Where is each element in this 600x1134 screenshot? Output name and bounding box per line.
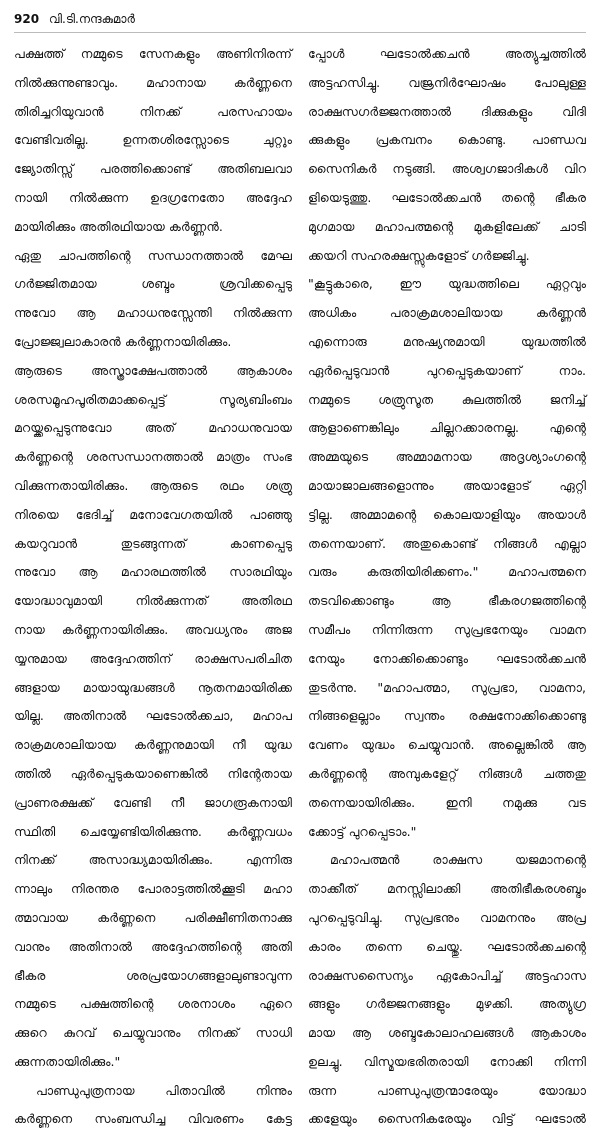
left-column xyxy=(14,40,292,1127)
text-line: വരും കരുതിയിരിക്കണം." മഹാപത്മനെ xyxy=(308,564,586,580)
text-line: ഏർപ്പെടുവാൻ പുറപ്പെടുകയാണ് നാം. xyxy=(308,362,586,378)
text-line: നമ്മുടെ ശത്രുസൂത കുലത്തിൽ ജനിച്ച് xyxy=(308,391,586,407)
text-line: തുടർന്നു. "മഹാപത്മാ, സുപ്രഭാ, വാമനാ, xyxy=(308,679,586,695)
text-line: നിനക്ക് അസാദ്ധ്യമായിരിക്കും. എന്നിരു xyxy=(14,852,292,868)
text-line: രാക്രമശാലിയായ കർണ്ണനുമായി നീ യുദ്ധ xyxy=(14,737,292,753)
text-line: ഏതു ചാപത്തിന്റെ സന്ധാനത്താൽ മേഘ xyxy=(14,247,292,263)
text-line: അധികം പരാക്രമശാലിയായ കർണ്ണൻ xyxy=(308,305,586,321)
text-line: മഹാപത്മൻ രാക്ഷസ യജമാനന്റെ xyxy=(330,852,586,868)
text-line: ട്ടില്ല. അമ്മാമന്റെ കൊലയാളിയും അയാൾ xyxy=(308,506,586,522)
text-line: നായ കർണ്ണനായിരിക്കും. അവധ്യനും അജ xyxy=(14,621,292,637)
text-line: നിൽക്കുന്നുണ്ടാവും. മഹാനായ കർണ്ണനെ xyxy=(14,74,292,90)
text-line: ന്നുവോ ആ മഹാരഥത്തിൽ സാരഥിയും xyxy=(14,564,292,580)
text-line: യില്ല. അതിനാൽ ഘടോൽക്കചാ, മഹാപ xyxy=(14,708,292,724)
text-line: മുഗമായ മഹാപത്മന്റെ മുകളിലേക്ക് ചാടി xyxy=(308,218,586,234)
text-line: ന്നുവോ ആ മഹാധനുസ്സേന്തി നിൽക്കുന്ന xyxy=(14,305,292,321)
text-line: ക്കയറി സഹരക്ഷസ്സുകളോട് ഗർജ്ജിച്ചു. xyxy=(308,247,530,263)
header-divider xyxy=(14,32,586,33)
text-line: പ്രാണരക്ഷക്ക് വേണ്ടി നീ ജാഗരൂകനായി xyxy=(14,794,292,810)
text-line: സമീപം നിന്നിരുന്ന സുപ്രഭനേയും വാമന xyxy=(308,621,586,637)
text-line: തടവിക്കൊണ്ടും ആ ഭീകരഗജത്തിന്റെ xyxy=(308,593,586,609)
text-line: വിക്കുന്നതായിരിക്കും. ആരുടെ രഥം ശത്രു xyxy=(14,477,292,493)
page-number: 920 xyxy=(14,12,40,26)
text-line: ങ്ങളായ മായായുദ്ധങ്ങൾ നൂതനമായിരിക്ക xyxy=(14,679,292,695)
text-line: പ്പോൾ ഘടോൽക്കചൻ അത്യുച്ചത്തിൽ xyxy=(308,46,586,61)
running-title: വി.ടി.നന്ദകുമാർ xyxy=(48,12,135,26)
text-line: വേണ്ടിവരില്ല. ഉന്നതശിരസ്സോടെ ചുറ്റും xyxy=(14,132,292,148)
text-line: അമ്മയുടെ അമ്മാമനായ അദൃശ്യാംഗന്റെ xyxy=(308,449,586,465)
text-line: കാരം തന്നെ ചെയ്തു. ഘടോൽക്കചന്റെ xyxy=(308,938,586,954)
text-line: ഗർജ്ജിതമായ ശബ്ദം ശ്രവിക്കപ്പെടു xyxy=(14,276,292,292)
text-line: "കൂട്ടുകാരെ, ഈ യുദ്ധത്തിലെ ഏറ്റവും xyxy=(308,276,586,292)
text-line: ആളാണെങ്കിലും ചില്ലറക്കാരനല്ല. എന്റെ xyxy=(308,420,586,436)
text-line: പ്രോജ്ജ്വലാകാരൻ കർണ്ണനായിരിക്കും. xyxy=(14,333,232,349)
text-line: രുന്ന പാണ്ഡുപുത്രന്മാരേയും യോദ്ധാ xyxy=(308,1082,586,1098)
text-line: ഭീകര ശരപ്രയോഗങ്ങളാലുണ്ടാവുന്ന xyxy=(14,967,292,983)
text-line: ക്കുന്നതായിരിക്കും." xyxy=(14,1053,121,1069)
text-line: ക്കളേയും സൈനികരേയും വിട്ട് ഘടോൽ xyxy=(308,1111,586,1127)
text-line: ങ്ങളും ഗർജ്ജനങ്ങളും മുഴക്കി. അത്യുഗ്ര xyxy=(308,996,586,1012)
text-line: മായ ആ ശബ്ദകോലാഹലങ്ങൾ ആകാശം xyxy=(308,1025,586,1041)
text-line: ത്തിൽ ഏർപ്പെടുകയാണെങ്കിൽ നിന്റേതായ xyxy=(14,765,292,781)
text-line: നേയും നോക്കിക്കൊണ്ടും ഘടോൽക്കചൻ xyxy=(308,650,586,666)
text-line: എന്നൊരു മനുഷ്യനുമായി യുദ്ധത്തിൽ xyxy=(308,333,586,349)
text-line: തന്നെയായിരിക്കും. ഇനി നമുക്കു വട xyxy=(308,794,586,810)
text-line: നമ്മുടെ പക്ഷത്തിന്റെ ശരനാശം ഏറെ xyxy=(14,996,292,1012)
text-line: ക്കുറെ കുറവ് ചെയ്യുവാനും നിനക്ക് സാധി xyxy=(14,1025,292,1041)
text-line: യ്യനുമായ അദ്ദേഹത്തിന് രാക്ഷസപരിചിത xyxy=(14,650,292,666)
text-line: താക്കീത് മനസ്സിലാക്കി അതിഭീകരശബ്ദം xyxy=(308,881,586,897)
text-line: പാണ്ഡുപുത്രനായ പിതാവിൽ നിന്നും xyxy=(36,1082,292,1098)
text-line: യോദ്ധാവുമായി നിൽക്കുന്നത് അതിരഥ xyxy=(14,593,292,609)
text-line: അട്ടഹസിച്ചു. വജ്രനിർഘോഷം പോലുള്ള xyxy=(308,74,586,90)
text-line: വാനും അതിനാൽ അദ്ദേഹത്തിന്റെ അതി xyxy=(14,938,292,954)
text-line: നായി നിൽക്കുന്ന ഉദഗ്രനേതോ അദ്ദേഹ xyxy=(14,189,292,205)
running-header xyxy=(14,8,586,30)
text-line: ത്മാവായ കർണ്ണനെ പരിക്ഷീണിതനാക്കു xyxy=(14,909,292,925)
text-line: ആരുടെ അസ്ത്രാക്ഷേപത്താൽ ആകാശം xyxy=(14,362,292,378)
text-line: ഉലച്ചു. വിസ്മയഭരിതരായി നോക്കി നിന്നി xyxy=(308,1053,586,1069)
text-line: പക്ഷത്ത് നമ്മുടെ സേനകളും അണിനിരന്ന് xyxy=(14,46,292,61)
right-column xyxy=(308,40,586,1127)
text-line: മറയ്ക്കപ്പെടുന്നുവോ അത് മഹാധനുവായ xyxy=(14,420,292,436)
text-line: കർണ്ണന്റെ അമ്പുകളേറ്റ് നിങ്ങൾ ചത്തതു xyxy=(308,765,586,781)
text-line: വേണം യുദ്ധം ചെയ്യുവാൻ. അല്ലെങ്കിൽ ആ xyxy=(308,737,586,753)
text-line: കയറുവാൻ തുടങ്ങുന്നത് കാണപ്പെടു xyxy=(14,535,292,551)
text-line: ന്നാലും നിരന്തര പോരാട്ടത്തിൽക്കൂടി മഹാ xyxy=(14,881,292,897)
text-line: പുറപ്പെടുവിച്ചു. സുപ്രഭനും വാമനനും അപ്ര xyxy=(308,909,586,925)
text-line: രാക്ഷസസൈന്യം ഏകോപിച്ച് അട്ടഹാസ xyxy=(308,967,586,983)
text-line: തന്നെയാണ്. അതുകൊണ്ട് നിങ്ങൾ എല്ലാ xyxy=(308,535,586,551)
text-line: നിരയെ ഭേദിച്ച് മനോവേഗതയിൽ പാഞ്ഞു xyxy=(14,506,292,522)
text-line: മായാജാലങ്ങളൊന്നും അയാളോട് ഏറ്റി xyxy=(308,477,586,493)
text-line: തിരിച്ചറിയുവാൻ നിനക്ക് പരസഹായം xyxy=(14,103,292,119)
text-line: ക്കുകളും പ്രകമ്പനം കൊണ്ടു. പാണ്ഡവ xyxy=(308,132,586,148)
text-line: ശരസമൂഹപൂരിതമാക്കപ്പെട്ട് സൂര്യബിംബം xyxy=(14,391,292,407)
text-line: സ്ഥിതി ചെയ്യേണ്ടിയിരിക്കുന്നു. കർണ്ണവധം xyxy=(14,823,292,839)
text-line: രാക്ഷസഗർജ്ജനത്താൽ ദിക്കുകളും വിദി xyxy=(308,103,586,119)
text-line: ജ്യോതിസ്സ് പരത്തിക്കൊണ്ട് അതിബലവാ xyxy=(14,161,292,177)
text-line: കർണ്ണന്റെ ശരസന്ധാനത്താൽ മാത്രം സംഭ xyxy=(14,449,292,465)
text-line: സൈനികർ നടുങ്ങി. അശ്വഗജാദികൾ വിറ xyxy=(308,161,586,177)
text-line: കർണ്ണനെ സംബന്ധിച്ച വിവരണം കേട്ട xyxy=(14,1111,292,1127)
text-line: മായിരിക്കും അതിരഥിയായ കർണ്ണൻ. xyxy=(14,218,223,234)
text-line: ക്കോട്ട് പുറപ്പെടാം." xyxy=(308,823,417,839)
text-line: നിങ്ങളെല്ലാം സ്വന്തം രക്ഷനോക്കിക്കൊണ്ടു xyxy=(308,708,586,724)
text-line: ളിയെടുത്തു. ഘടോൽക്കചൻ തന്റെ ഭീകര xyxy=(308,189,586,205)
